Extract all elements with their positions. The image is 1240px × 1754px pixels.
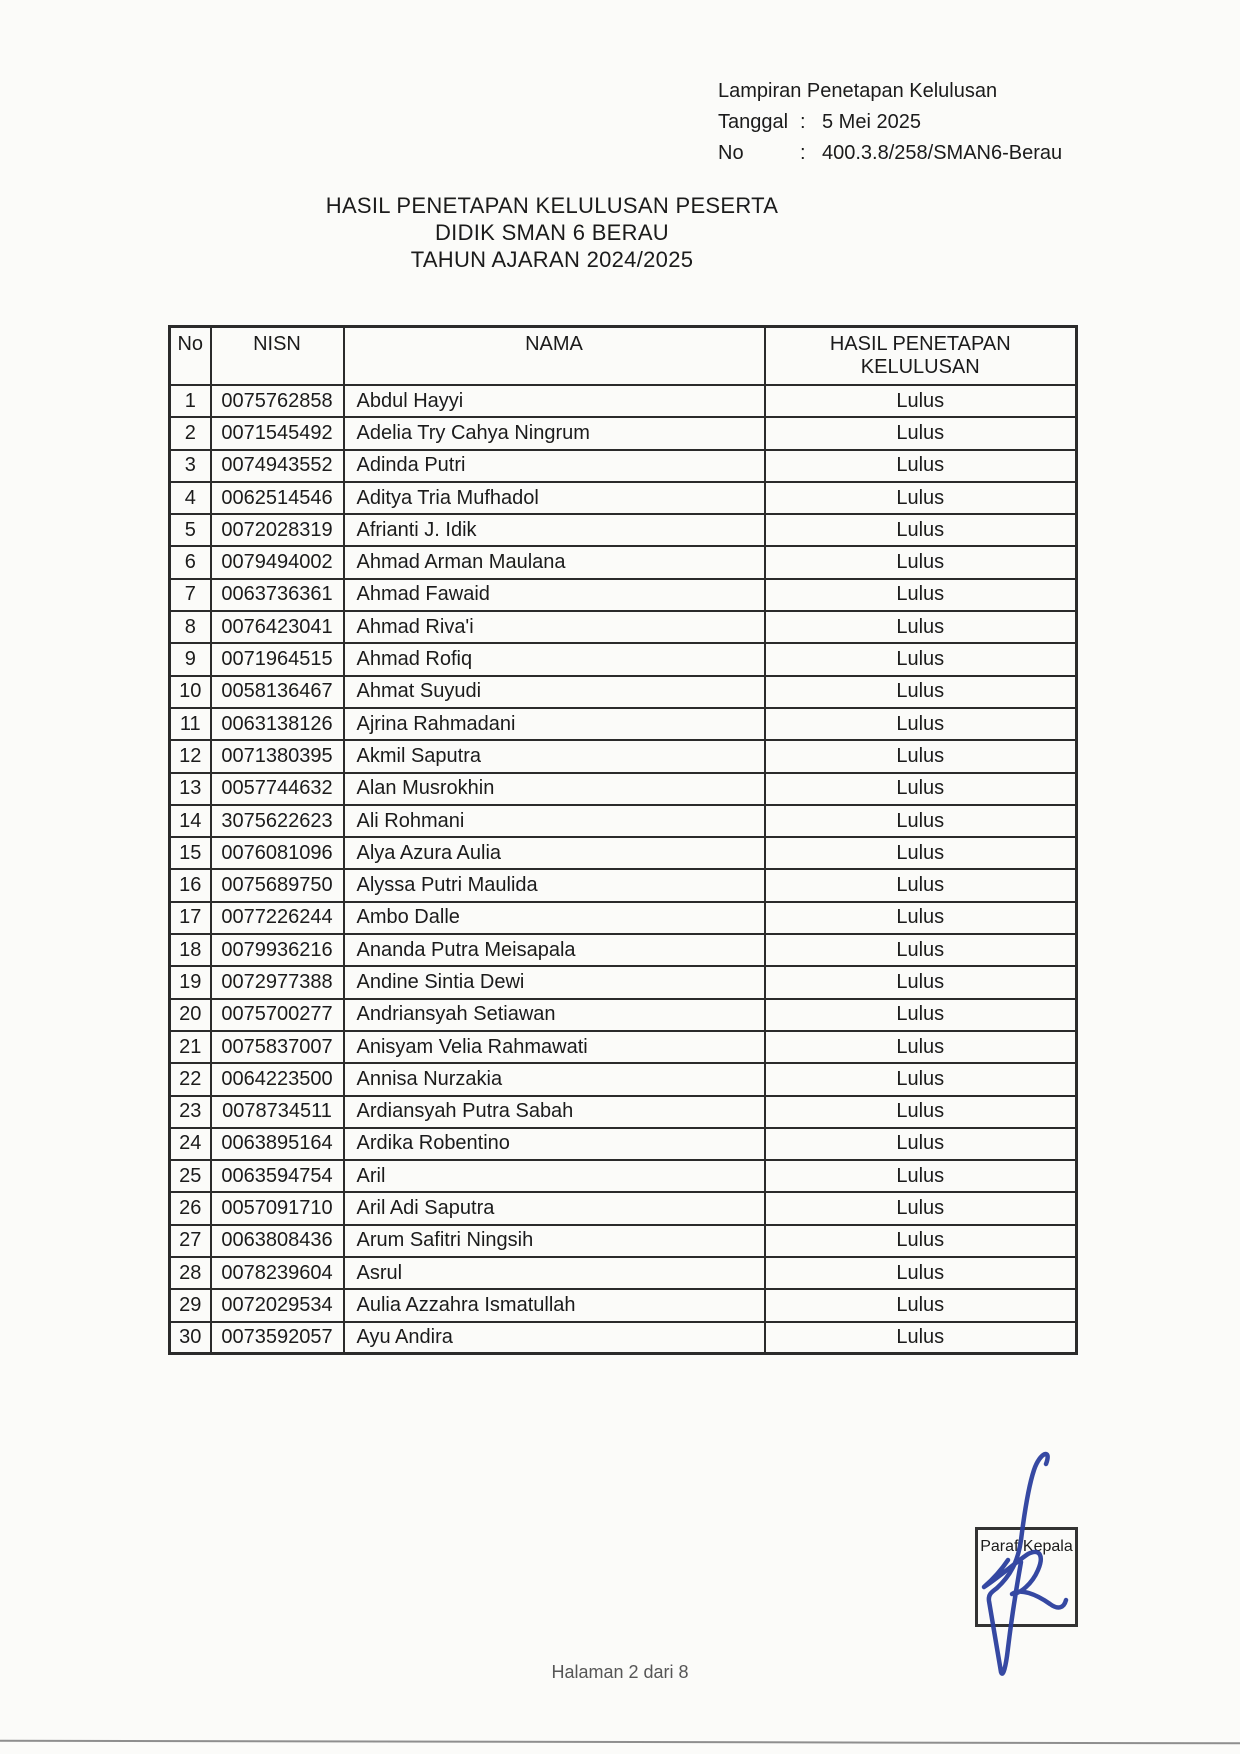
cell-graduation-result: Lulus [765,579,1077,611]
cell-student-name: Adinda Putri [344,450,765,482]
cell-nisn: 0063808436 [211,1225,344,1257]
cell-graduation-result: Lulus [765,1128,1077,1160]
page-number: Halaman 2 dari 8 [551,1662,689,1682]
page-title-line3: TAHUN AJARAN 2024/2025 [410,247,694,272]
cell-row-number: 30 [170,1322,211,1354]
cell-row-number: 15 [170,837,211,869]
cell-nisn: 3075622623 [211,805,344,837]
cell-nisn: 0063736361 [211,579,344,611]
letterhead-date-row [718,107,1062,138]
cell-student-name: Andriansyah Setiawan [344,999,765,1031]
cell-student-name: Ahmad Arman Maulana [344,546,765,578]
cell-nisn: 0078239604 [211,1257,344,1289]
cell-graduation-result: Lulus [765,934,1077,966]
table-row [170,611,1077,643]
cell-graduation-result: Lulus [765,1257,1077,1289]
cell-graduation-result: Lulus [765,514,1077,546]
cell-nisn: 0062514546 [211,482,344,514]
cell-graduation-result: Lulus [765,385,1077,417]
table-row [170,514,1077,546]
table-row [170,482,1077,514]
cell-nisn: 0073592057 [211,1322,344,1354]
date-separator: : [800,111,806,133]
cell-student-name: Alya Azura Aulia [344,837,765,869]
column-header-nisn: NISN [211,327,344,386]
cell-student-name: Ajrina Rahmadani [344,708,765,740]
date-label: Tanggal [718,111,789,133]
cell-graduation-result: Lulus [765,417,1077,449]
date-value: 5 Mei 2025 [822,111,921,133]
table-row [170,1096,1077,1128]
cell-graduation-result: Lulus [765,837,1077,869]
page-title-line1: HASIL PENETAPAN KELULUSAN PESERTA [325,193,779,218]
number-label: No [718,142,744,164]
table-row [170,902,1077,934]
cell-student-name: Aditya Tria Mufhadol [344,482,765,514]
cell-student-name: Ahmad Fawaid [344,579,765,611]
table-row [170,1160,1077,1192]
cell-nisn: 0078734511 [211,1096,344,1128]
results-table [168,325,1078,1355]
cell-student-name: Ahmat Suyudi [344,676,765,708]
cell-nisn: 0071380395 [211,740,344,772]
cell-graduation-result: Lulus [765,450,1077,482]
cell-nisn: 0075837007 [211,1031,344,1063]
table-row [170,1225,1077,1257]
cell-student-name: Ali Rohmani [344,805,765,837]
cell-row-number: 2 [170,417,211,449]
cell-student-name: Ahmad Riva'i [344,611,765,643]
cell-graduation-result: Lulus [765,1322,1077,1354]
cell-graduation-result: Lulus [765,1096,1077,1128]
table-row [170,676,1077,708]
cell-student-name: Afrianti J. Idik [344,514,765,546]
cell-graduation-result: Lulus [765,740,1077,772]
cell-graduation-result: Lulus [765,1225,1077,1257]
page-title [0,192,1104,273]
cell-nisn: 0076423041 [211,611,344,643]
cell-graduation-result: Lulus [765,546,1077,578]
cell-row-number: 25 [170,1160,211,1192]
cell-graduation-result: Lulus [765,1289,1077,1321]
cell-graduation-result: Lulus [765,643,1077,675]
cell-student-name: Adelia Try Cahya Ningrum [344,417,765,449]
cell-student-name: Ambo Dalle [344,902,765,934]
cell-student-name: Annisa Nurzakia [344,1063,765,1095]
table-row [170,385,1077,417]
cell-nisn: 0071545492 [211,417,344,449]
table-row [170,1128,1077,1160]
scan-edge-line [0,1740,1240,1745]
cell-graduation-result: Lulus [765,1192,1077,1224]
cell-row-number: 29 [170,1289,211,1321]
cell-row-number: 16 [170,869,211,901]
cell-row-number: 8 [170,611,211,643]
cell-graduation-result: Lulus [765,773,1077,805]
cell-student-name: Abdul Hayyi [344,385,765,417]
cell-student-name: Ardiansyah Putra Sabah [344,1096,765,1128]
cell-student-name: Asrul [344,1257,765,1289]
table-header-row [170,327,1077,386]
cell-graduation-result: Lulus [765,1063,1077,1095]
cell-nisn: 0077226244 [211,902,344,934]
cell-row-number: 11 [170,708,211,740]
cell-nisn: 0063138126 [211,708,344,740]
cell-student-name: Aril [344,1160,765,1192]
cell-row-number: 3 [170,450,211,482]
letterhead [718,76,1062,169]
cell-row-number: 26 [170,1192,211,1224]
table-row [170,708,1077,740]
table-row [170,869,1077,901]
number-separator: : [800,142,806,164]
cell-row-number: 24 [170,1128,211,1160]
table-row [170,934,1077,966]
cell-graduation-result: Lulus [765,902,1077,934]
cell-student-name: Andine Sintia Dewi [344,966,765,998]
cell-student-name: Ananda Putra Meisapala [344,934,765,966]
cell-nisn: 0064223500 [211,1063,344,1095]
cell-row-number: 21 [170,1031,211,1063]
cell-row-number: 22 [170,1063,211,1095]
cell-student-name: Aril Adi Saputra [344,1192,765,1224]
cell-graduation-result: Lulus [765,805,1077,837]
cell-row-number: 20 [170,999,211,1031]
cell-nisn: 0079936216 [211,934,344,966]
cell-nisn: 0075700277 [211,999,344,1031]
cell-nisn: 0074943552 [211,450,344,482]
table-row [170,1257,1077,1289]
column-header-hasil [765,327,1077,386]
cell-graduation-result: Lulus [765,482,1077,514]
cell-row-number: 5 [170,514,211,546]
cell-row-number: 18 [170,934,211,966]
signature-ink [940,1440,1120,1690]
cell-nisn: 0063895164 [211,1128,344,1160]
table-row [170,579,1077,611]
cell-row-number: 9 [170,643,211,675]
column-header-hasil-line1: HASIL PENETAPAN [829,333,1011,355]
cell-student-name: Ahmad Rofiq [344,643,765,675]
cell-row-number: 17 [170,902,211,934]
table-row [170,1063,1077,1095]
letterhead-title: Lampiran Penetapan Kelulusan [718,80,998,102]
table-row [170,450,1077,482]
cell-row-number: 27 [170,1225,211,1257]
cell-nisn: 0072029534 [211,1289,344,1321]
cell-student-name: Anisyam Velia Rahmawati [344,1031,765,1063]
cell-graduation-result: Lulus [765,869,1077,901]
cell-row-number: 23 [170,1096,211,1128]
cell-student-name: Akmil Saputra [344,740,765,772]
cell-graduation-result: Lulus [765,999,1077,1031]
cell-graduation-result: Lulus [765,966,1077,998]
cell-student-name: Alyssa Putri Maulida [344,869,765,901]
cell-nisn: 0058136467 [211,676,344,708]
table-row [170,805,1077,837]
table-row [170,1322,1077,1354]
cell-nisn: 0075762858 [211,385,344,417]
initials-box-label: Paraf Kepala [980,1538,1073,1555]
cell-graduation-result: Lulus [765,611,1077,643]
cell-nisn: 0075689750 [211,869,344,901]
number-value: 400.3.8/258/SMAN6-Berau [822,142,1063,164]
cell-row-number: 10 [170,676,211,708]
column-header-nama: NAMA [344,327,765,386]
table-row [170,837,1077,869]
cell-row-number: 6 [170,546,211,578]
cell-graduation-result: Lulus [765,1031,1077,1063]
table-row [170,1192,1077,1224]
cell-nisn: 0057744632 [211,773,344,805]
table-row [170,643,1077,675]
cell-graduation-result: Lulus [765,676,1077,708]
cell-graduation-result: Lulus [765,1160,1077,1192]
cell-student-name: Ayu Andira [344,1322,765,1354]
cell-nisn: 0063594754 [211,1160,344,1192]
cell-student-name: Arum Safitri Ningsih [344,1225,765,1257]
cell-nisn: 0071964515 [211,643,344,675]
cell-nisn: 0076081096 [211,837,344,869]
table-row [170,773,1077,805]
cell-nisn: 0079494002 [211,546,344,578]
cell-row-number: 13 [170,773,211,805]
cell-nisn: 0072028319 [211,514,344,546]
table-row [170,740,1077,772]
table-row [170,546,1077,578]
column-header-hasil-line2: KELULUSAN [860,356,980,378]
cell-row-number: 1 [170,385,211,417]
results-table-container [168,325,1078,1355]
letterhead-number-row [718,138,1062,169]
cell-graduation-result: Lulus [765,708,1077,740]
cell-student-name: Alan Musrokhin [344,773,765,805]
cell-row-number: 7 [170,579,211,611]
cell-row-number: 4 [170,482,211,514]
cell-row-number: 12 [170,740,211,772]
cell-row-number: 19 [170,966,211,998]
table-row [170,417,1077,449]
column-header-no: No [170,327,211,386]
table-row [170,1031,1077,1063]
cell-nisn: 0072977388 [211,966,344,998]
cell-row-number: 28 [170,1257,211,1289]
table-row [170,999,1077,1031]
cell-student-name: Aulia Azzahra Ismatullah [344,1289,765,1321]
cell-nisn: 0057091710 [211,1192,344,1224]
cell-student-name: Ardika Robentino [344,1128,765,1160]
page-title-line2: DIDIK SMAN 6 BERAU [434,220,669,245]
table-row [170,1289,1077,1321]
cell-row-number: 14 [170,805,211,837]
table-row [170,966,1077,998]
